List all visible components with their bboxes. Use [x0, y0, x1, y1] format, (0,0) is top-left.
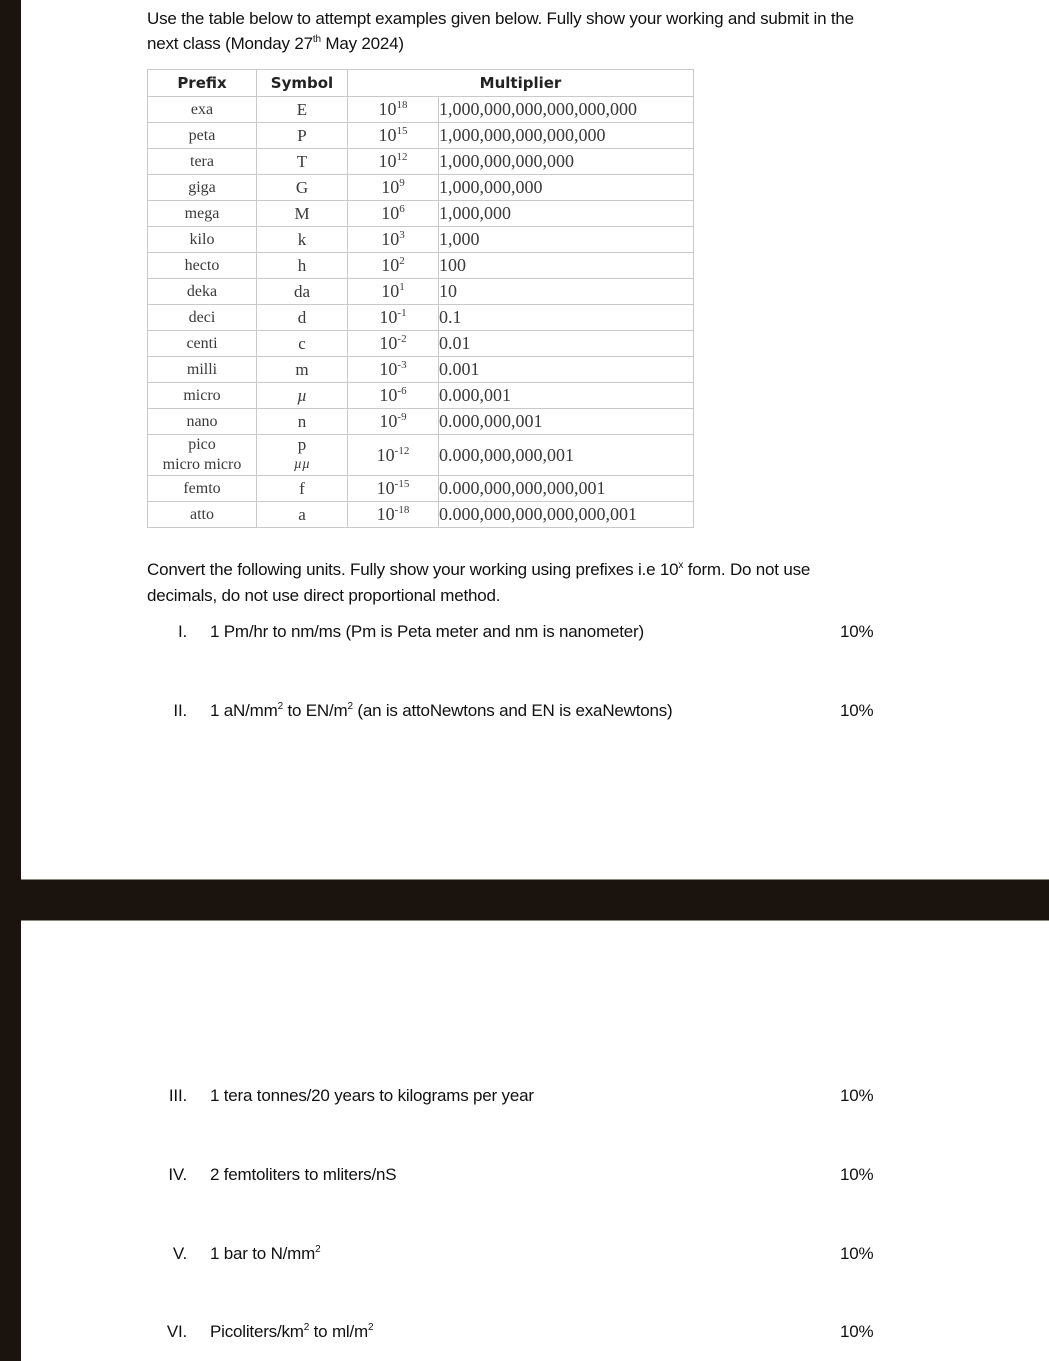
cell-power [348, 279, 439, 305]
cell-value: 1,000 [439, 227, 694, 253]
cell-symbol: da [257, 279, 348, 305]
question-weight: 10% [840, 1165, 874, 1184]
superscript: 2 [277, 701, 283, 712]
question-text: 1 Pm/hr to nm/ms (Pm is Peta meter and nm is nanometer) [210, 622, 644, 641]
power-base: 10 [378, 151, 397, 171]
cell-power [348, 383, 439, 409]
table-row [148, 149, 694, 175]
cell-symbol: a [257, 502, 348, 528]
power-exponent: 6 [399, 203, 405, 215]
cell-prefix: nano [148, 409, 257, 435]
cell-value: 100 [439, 253, 694, 279]
table-row [148, 383, 694, 409]
cell-prefix: mega [148, 201, 257, 227]
table-row [148, 279, 694, 305]
cell-value: 1,000,000,000,000 [439, 149, 694, 175]
cell-prefix: deka [148, 279, 257, 305]
table-row [148, 331, 694, 357]
cell-power [348, 435, 439, 476]
symbol-alternate: µµ [293, 457, 311, 472]
superscript: 2 [367, 1322, 374, 1333]
instructions-line-2: decimals, do not use direct proportional method. [147, 586, 501, 605]
superscript: 2 [315, 1244, 321, 1255]
question-4 [147, 1165, 887, 1189]
left-dark-border [0, 0, 21, 1361]
instructions-text: Convert the following units. Fully show your working using prefixes i.e 10 [147, 560, 679, 579]
power-base: 10 [376, 504, 395, 524]
power-exponent: 15 [396, 125, 408, 137]
question-weight: 10% [840, 622, 874, 641]
cell-symbol: n [257, 409, 348, 435]
cell-value: 1,000,000,000,000,000,000 [439, 97, 694, 123]
superscript: 2 [303, 1322, 310, 1333]
cell-power [348, 149, 439, 175]
cell-value: 0.000,000,000,001 [439, 435, 694, 476]
cell-power [348, 97, 439, 123]
cell-value: 10 [439, 279, 694, 305]
question-text: 1 tera tonnes/20 years to kilograms per year [210, 1086, 534, 1105]
power-base: 10 [379, 333, 398, 353]
intro-line-2 [147, 31, 937, 56]
power-exponent: -6 [397, 385, 407, 397]
cell-power [348, 409, 439, 435]
power-base: 10 [379, 411, 398, 431]
cell-prefix: atto [148, 502, 257, 528]
cell-prefix: giga [148, 175, 257, 201]
question-text [210, 701, 673, 721]
cell-power [348, 331, 439, 357]
cell-power [348, 253, 439, 279]
cell-value: 0.000,001 [439, 383, 694, 409]
text-part: 1 bar to N/mm [210, 1244, 316, 1263]
cell-prefix: deci [148, 305, 257, 331]
cell-power [348, 476, 439, 502]
intro-date-text: next class (Monday 27 [147, 34, 313, 53]
cell-symbol: d [257, 305, 348, 331]
cell-value: 0.000,000,000,000,001 [439, 476, 694, 502]
question-weight: 10% [840, 1086, 874, 1105]
cell-prefix: kilo [148, 227, 257, 253]
prefix-primary: pico [188, 436, 216, 453]
power-base: 10 [378, 99, 397, 119]
intro-date-rest: May 2024) [320, 34, 404, 53]
cell-power [348, 201, 439, 227]
power-exponent: -12 [394, 445, 410, 457]
power-exponent: 9 [399, 177, 405, 189]
intro-paragraph [147, 6, 937, 56]
question-5 [147, 1244, 887, 1268]
power-base: 10 [379, 307, 398, 327]
instructions-text-cont: form. Do not use [683, 560, 811, 579]
cell-value: 0.000,000,001 [439, 409, 694, 435]
question-weight: 10% [840, 1244, 874, 1263]
question-number: II. [173, 701, 187, 720]
table-row [148, 97, 694, 123]
question-number: III. [168, 1086, 187, 1105]
table-row [148, 175, 694, 201]
cell-value: 0.000,000,000,000,000,001 [439, 502, 694, 528]
table-row [148, 201, 694, 227]
question-weight: 10% [840, 1322, 874, 1341]
question-2 [147, 701, 887, 725]
symbol-primary: p [297, 435, 307, 454]
table-row [148, 305, 694, 331]
cell-value: 1,000,000,000 [439, 175, 694, 201]
cell-prefix: femto [148, 476, 257, 502]
question-weight: 10% [840, 701, 874, 720]
cell-symbol: G [257, 175, 348, 201]
question-3 [147, 1086, 887, 1110]
text-part: 1 aN/mm [210, 701, 278, 720]
cell-symbol: T [257, 149, 348, 175]
cell-prefix: peta [148, 123, 257, 149]
table-row [148, 227, 694, 253]
cell-power [348, 502, 439, 528]
power-base: 10 [379, 359, 398, 379]
cell-symbol: f [257, 476, 348, 502]
table-header-row [148, 70, 694, 97]
cell-value: 0.001 [439, 357, 694, 383]
ordinal-suffix: th [312, 34, 321, 45]
power-exponent: -3 [397, 359, 407, 371]
text-part: to ml/m [309, 1322, 368, 1341]
cell-symbol: h [257, 253, 348, 279]
cell-power [348, 123, 439, 149]
question-number: V. [172, 1244, 187, 1263]
table-row [148, 435, 694, 476]
cell-power [348, 357, 439, 383]
power-exponent: 12 [396, 151, 408, 163]
question-1 [147, 622, 887, 646]
power-base: 10 [381, 281, 400, 301]
header-symbol: Symbol [257, 70, 348, 97]
power-base: 10 [381, 255, 400, 275]
cell-symbol [257, 435, 348, 476]
instructions-line-1 [147, 557, 887, 583]
cell-symbol: M [257, 201, 348, 227]
power-exponent: -1 [397, 307, 407, 319]
page-break-band [21, 879, 1049, 921]
power-base: 10 [378, 125, 397, 145]
text-part: to EN/m [282, 701, 348, 720]
power-base: 10 [381, 177, 400, 197]
cell-value: 0.01 [439, 331, 694, 357]
cell-prefix: centi [148, 331, 257, 357]
power-base: 10 [381, 203, 400, 223]
si-prefix-table [147, 69, 694, 528]
intro-line-1: Use the table below to attempt examples given below. Fully show your working and submit in the [147, 9, 854, 28]
question-number: I. [177, 622, 187, 641]
cell-prefix: micro [148, 383, 257, 409]
power-exponent: -15 [394, 478, 410, 490]
text-part: Picoliters/km [210, 1322, 304, 1341]
exponent-x: x [678, 560, 684, 571]
power-exponent: -2 [397, 333, 407, 345]
table-row [148, 476, 694, 502]
power-exponent: 2 [399, 255, 405, 267]
cell-symbol: c [257, 331, 348, 357]
cell-symbol: m [257, 357, 348, 383]
cell-prefix [148, 435, 257, 476]
power-exponent: 1 [399, 281, 405, 293]
cell-value: 1,000,000,000,000,000 [439, 123, 694, 149]
header-prefix: Prefix [148, 70, 257, 97]
cell-value: 0.1 [439, 305, 694, 331]
cell-power [348, 175, 439, 201]
power-base: 10 [376, 478, 395, 498]
power-base: 10 [376, 445, 395, 465]
question-number: IV. [168, 1165, 187, 1184]
table-row [148, 123, 694, 149]
cell-symbol: E [257, 97, 348, 123]
cell-prefix: tera [148, 149, 257, 175]
power-exponent: -18 [394, 504, 410, 516]
cell-prefix: milli [148, 357, 257, 383]
power-base: 10 [381, 229, 400, 249]
text-part: (an is attoNewtons and EN is exaNewtons) [352, 701, 673, 720]
power-exponent: 18 [396, 99, 408, 111]
cell-symbol: P [257, 123, 348, 149]
cell-power [348, 305, 439, 331]
cell-symbol: µ [257, 383, 348, 409]
question-6 [147, 1322, 887, 1346]
cell-symbol: k [257, 227, 348, 253]
question-text: 2 femtoliters to mliters/nS [210, 1165, 397, 1184]
question-text [210, 1244, 320, 1264]
table-row [148, 409, 694, 435]
table-row [148, 253, 694, 279]
power-exponent: -9 [397, 411, 407, 423]
instructions-paragraph [147, 557, 887, 609]
power-base: 10 [379, 385, 398, 405]
cell-value: 1,000,000 [439, 201, 694, 227]
prefix-alternate: micro micro [162, 456, 242, 473]
header-multiplier: Multiplier [348, 70, 694, 97]
superscript: 2 [347, 701, 353, 712]
cell-prefix: exa [148, 97, 257, 123]
power-exponent: 3 [399, 229, 405, 241]
question-text [210, 1322, 373, 1342]
table-row [148, 357, 694, 383]
table-row [148, 502, 694, 528]
cell-power [348, 227, 439, 253]
cell-prefix: hecto [148, 253, 257, 279]
question-number: VI. [166, 1322, 187, 1341]
